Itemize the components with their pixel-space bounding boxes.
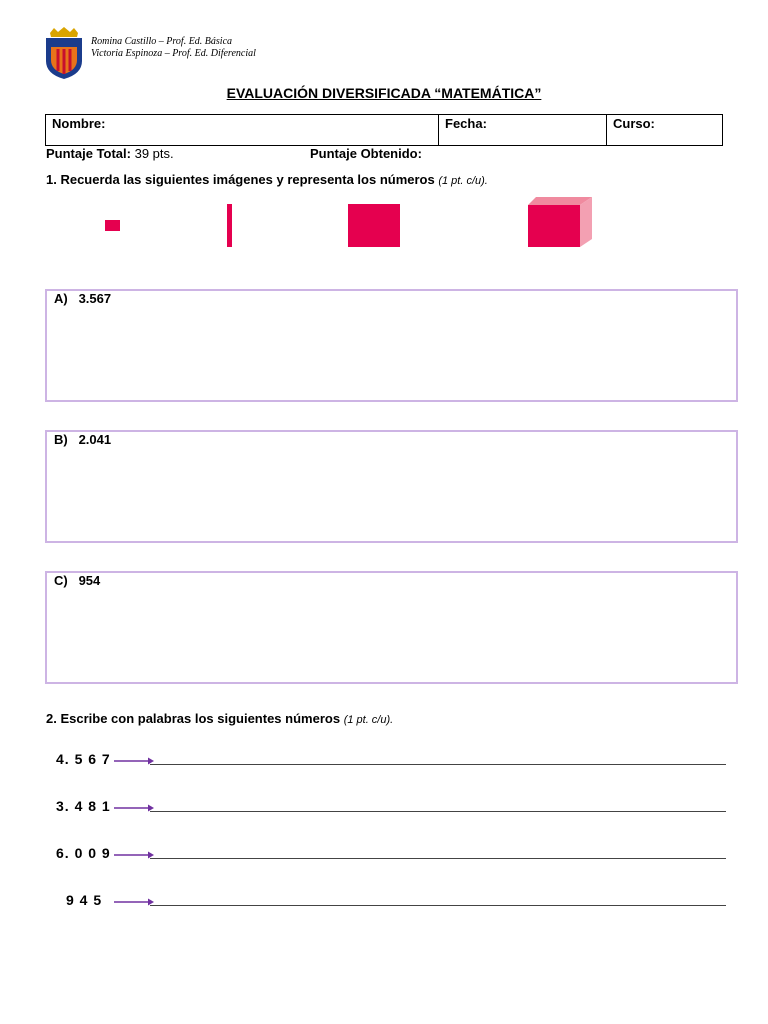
arrow-right-icon bbox=[114, 850, 154, 860]
date-label: Fecha: bbox=[445, 116, 487, 131]
authors bbox=[91, 36, 256, 60]
answer-box-c[interactable] bbox=[45, 571, 738, 684]
page-title: EVALUACIÓN DIVERSIFICADA “MATEMÁTICA” bbox=[226, 85, 542, 101]
answer-box-a-label: A) 3.567 bbox=[54, 291, 112, 306]
number-row-3 bbox=[0, 845, 768, 865]
answer-box-b[interactable] bbox=[45, 430, 738, 543]
date-field[interactable] bbox=[439, 115, 607, 146]
arrow-right-icon bbox=[114, 897, 154, 907]
unit-cube-icon bbox=[105, 220, 120, 231]
question-2-points: (1 pt. c/u). bbox=[343, 714, 394, 726]
answer-line[interactable] bbox=[150, 905, 726, 906]
name-label: Nombre: bbox=[52, 116, 106, 131]
arrow-right-icon bbox=[114, 756, 154, 766]
number-row-2 bbox=[0, 798, 768, 818]
number-label: 3. 4 8 1 bbox=[56, 798, 111, 814]
answer-line[interactable] bbox=[150, 764, 726, 765]
number-label: 9 4 5 bbox=[66, 892, 103, 908]
number-label: 4. 5 6 7 bbox=[56, 751, 111, 767]
question-1-text: 1. Recuerda las siguientes imágenes y representa los números bbox=[46, 172, 435, 187]
score-total-label: Puntaje Total: bbox=[46, 146, 131, 161]
student-info-table bbox=[45, 114, 723, 146]
score-obtained bbox=[310, 146, 422, 161]
school-crest-logo bbox=[44, 27, 84, 79]
author-1: Romina Castillo – Prof. Ed. Básica bbox=[91, 36, 233, 47]
score-total bbox=[46, 146, 174, 161]
answer-line[interactable] bbox=[150, 858, 726, 859]
name-field[interactable] bbox=[46, 115, 439, 146]
author-2: Victoria Espinoza – Prof. Ed. Diferencial bbox=[91, 48, 256, 59]
course-field[interactable] bbox=[607, 115, 723, 146]
ten-rod-icon bbox=[227, 204, 232, 247]
arrow-right-icon bbox=[114, 803, 154, 813]
thousand-cube-icon bbox=[528, 197, 594, 248]
number-row-4 bbox=[0, 892, 768, 912]
score-obtained-label: Puntaje Obtenido: bbox=[310, 146, 422, 161]
answer-box-c-label: C) 954 bbox=[54, 573, 101, 588]
course-label: Curso: bbox=[613, 116, 655, 131]
answer-line[interactable] bbox=[150, 811, 726, 812]
answer-box-b-label: B) 2.041 bbox=[54, 432, 112, 447]
number-label: 6. 0 0 9 bbox=[56, 845, 111, 861]
question-2-text: 2. Escribe con palabras los siguientes números bbox=[46, 711, 341, 726]
number-row-1 bbox=[0, 751, 768, 771]
question-2 bbox=[46, 711, 393, 726]
question-1 bbox=[46, 172, 488, 187]
answer-box-a[interactable] bbox=[45, 289, 738, 402]
question-1-points: (1 pt. c/u). bbox=[438, 175, 488, 187]
hundred-flat-icon bbox=[348, 204, 400, 247]
score-total-value: 39 pts. bbox=[134, 146, 174, 161]
